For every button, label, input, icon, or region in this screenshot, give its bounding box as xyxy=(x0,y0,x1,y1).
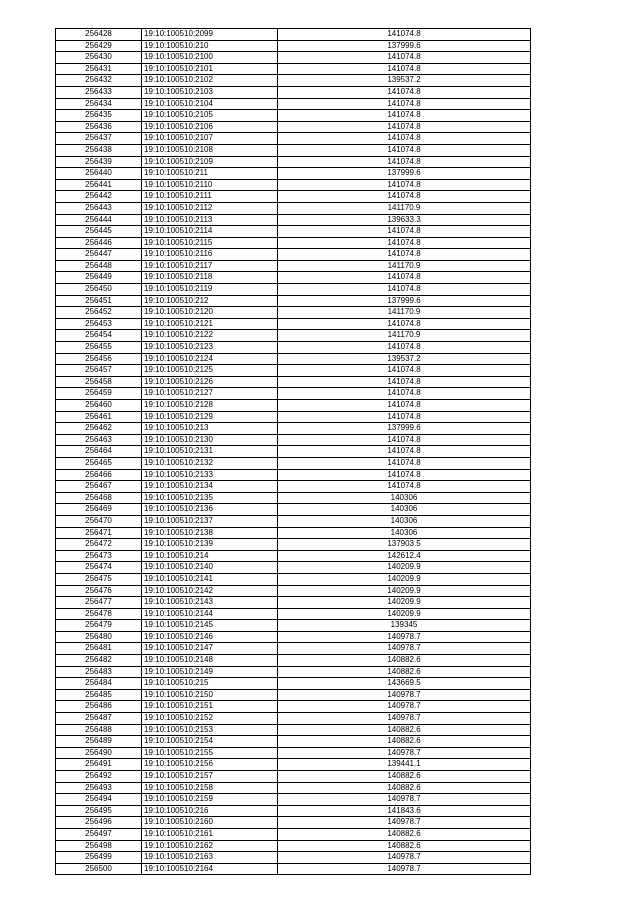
row-number-cell: 256496 xyxy=(56,817,142,829)
value-cell: 140882.6 xyxy=(278,736,531,748)
table-row xyxy=(56,631,531,643)
document-page xyxy=(55,28,531,875)
cadastral-number-cell: 19:10:100510:2108 xyxy=(142,144,278,156)
value-cell: 140978.7 xyxy=(278,852,531,864)
cadastral-number-cell: 19:10:100510:2148 xyxy=(142,655,278,667)
cadastral-number-cell: 19:10:100510:2134 xyxy=(142,481,278,493)
row-number-cell: 256463 xyxy=(56,434,142,446)
value-cell: 140978.7 xyxy=(278,747,531,759)
cadastral-number-cell: 19:10:100510:2122 xyxy=(142,330,278,342)
cadastral-number-cell: 19:10:100510:2152 xyxy=(142,713,278,725)
value-cell: 140306 xyxy=(278,492,531,504)
row-number-cell: 256458 xyxy=(56,376,142,388)
table-row xyxy=(56,110,531,122)
value-cell: 141074.8 xyxy=(278,121,531,133)
value-cell: 137999.6 xyxy=(278,423,531,435)
value-cell: 141074.8 xyxy=(278,284,531,296)
cadastral-number-cell: 19:10:100510:2164 xyxy=(142,863,278,875)
value-cell: 140978.7 xyxy=(278,794,531,806)
table-row xyxy=(56,573,531,585)
value-cell: 141074.8 xyxy=(278,388,531,400)
row-number-cell: 256437 xyxy=(56,133,142,145)
value-cell: 140978.7 xyxy=(278,643,531,655)
cadastral-number-cell: 19:10:100510:2104 xyxy=(142,98,278,110)
value-cell: 141074.8 xyxy=(278,481,531,493)
cadastral-number-cell: 19:10:100510:2100 xyxy=(142,52,278,64)
row-number-cell: 256471 xyxy=(56,527,142,539)
cadastral-number-cell: 19:10:100510:2151 xyxy=(142,701,278,713)
value-cell: 139537.2 xyxy=(278,75,531,87)
table-row xyxy=(56,168,531,180)
value-cell: 137999.6 xyxy=(278,40,531,52)
value-cell: 140978.7 xyxy=(278,863,531,875)
row-number-cell: 256478 xyxy=(56,608,142,620)
value-cell: 140978.7 xyxy=(278,631,531,643)
table-row xyxy=(56,388,531,400)
cadastral-number-cell: 19:10:100510:2139 xyxy=(142,539,278,551)
row-number-cell: 256459 xyxy=(56,388,142,400)
row-number-cell: 256492 xyxy=(56,771,142,783)
table-row xyxy=(56,86,531,98)
table-row xyxy=(56,411,531,423)
value-cell: 140882.6 xyxy=(278,840,531,852)
cadastral-number-cell: 19:10:100510:2101 xyxy=(142,63,278,75)
table-body xyxy=(56,29,531,875)
cadastral-number-cell: 19:10:100510:213 xyxy=(142,423,278,435)
table-row xyxy=(56,133,531,145)
table-row xyxy=(56,63,531,75)
table-row xyxy=(56,655,531,667)
row-number-cell: 256447 xyxy=(56,249,142,261)
cadastral-number-cell: 19:10:100510:2126 xyxy=(142,376,278,388)
value-cell: 141074.8 xyxy=(278,144,531,156)
row-number-cell: 256470 xyxy=(56,515,142,527)
table-row xyxy=(56,295,531,307)
cadastral-number-cell: 19:10:100510:2117 xyxy=(142,260,278,272)
cadastral-number-cell: 19:10:100510:215 xyxy=(142,678,278,690)
table-row xyxy=(56,515,531,527)
row-number-cell: 256484 xyxy=(56,678,142,690)
row-number-cell: 256461 xyxy=(56,411,142,423)
table-row xyxy=(56,643,531,655)
row-number-cell: 256493 xyxy=(56,782,142,794)
cadastral-number-cell: 19:10:100510:2147 xyxy=(142,643,278,655)
value-cell: 141074.8 xyxy=(278,249,531,261)
table-row xyxy=(56,434,531,446)
table-row xyxy=(56,75,531,87)
row-number-cell: 256448 xyxy=(56,260,142,272)
cadastral-number-cell: 19:10:100510:2111 xyxy=(142,191,278,203)
table-row xyxy=(56,307,531,319)
table-row xyxy=(56,469,531,481)
table-row xyxy=(56,481,531,493)
cadastral-number-cell: 19:10:100510:2142 xyxy=(142,585,278,597)
cadastral-number-cell: 19:10:100510:212 xyxy=(142,295,278,307)
row-number-cell: 256489 xyxy=(56,736,142,748)
value-cell: 141074.8 xyxy=(278,133,531,145)
value-cell: 140882.6 xyxy=(278,724,531,736)
table-row xyxy=(56,840,531,852)
cadastral-number-cell: 19:10:100510:2143 xyxy=(142,597,278,609)
value-cell: 141074.8 xyxy=(278,272,531,284)
table-row xyxy=(56,759,531,771)
table-row xyxy=(56,144,531,156)
table-row xyxy=(56,237,531,249)
cadastral-number-cell: 19:10:100510:2161 xyxy=(142,828,278,840)
value-cell: 140882.6 xyxy=(278,771,531,783)
row-number-cell: 256485 xyxy=(56,689,142,701)
value-cell: 141074.8 xyxy=(278,457,531,469)
value-cell: 140209.9 xyxy=(278,585,531,597)
row-number-cell: 256482 xyxy=(56,655,142,667)
cadastral-number-cell: 19:10:100510:2109 xyxy=(142,156,278,168)
table-row xyxy=(56,689,531,701)
value-cell: 141170.9 xyxy=(278,330,531,342)
value-cell: 141074.8 xyxy=(278,365,531,377)
cadastral-number-cell: 19:10:100510:2137 xyxy=(142,515,278,527)
row-number-cell: 256486 xyxy=(56,701,142,713)
row-number-cell: 256457 xyxy=(56,365,142,377)
cadastral-number-cell: 19:10:100510:2130 xyxy=(142,434,278,446)
cadastral-number-cell: 19:10:100510:2156 xyxy=(142,759,278,771)
cadastral-number-cell: 19:10:100510:210 xyxy=(142,40,278,52)
table-row xyxy=(56,666,531,678)
table-row xyxy=(56,771,531,783)
table-row xyxy=(56,585,531,597)
table-row xyxy=(56,342,531,354)
row-number-cell: 256433 xyxy=(56,86,142,98)
row-number-cell: 256497 xyxy=(56,828,142,840)
value-cell: 140209.9 xyxy=(278,597,531,609)
cadastral-number-cell: 19:10:100510:2103 xyxy=(142,86,278,98)
table-row xyxy=(56,504,531,516)
cadastral-number-cell: 19:10:100510:2107 xyxy=(142,133,278,145)
row-number-cell: 256446 xyxy=(56,237,142,249)
table-row xyxy=(56,40,531,52)
row-number-cell: 256429 xyxy=(56,40,142,52)
row-number-cell: 256452 xyxy=(56,307,142,319)
row-number-cell: 256438 xyxy=(56,144,142,156)
table-row xyxy=(56,260,531,272)
row-number-cell: 256443 xyxy=(56,202,142,214)
row-number-cell: 256455 xyxy=(56,342,142,354)
cadastral-number-cell: 19:10:100510:2112 xyxy=(142,202,278,214)
row-number-cell: 256488 xyxy=(56,724,142,736)
value-cell: 140882.6 xyxy=(278,655,531,667)
cadastral-number-cell: 19:10:100510:2140 xyxy=(142,562,278,574)
cadastral-number-cell: 19:10:100510:2124 xyxy=(142,353,278,365)
row-number-cell: 256453 xyxy=(56,318,142,330)
row-number-cell: 256441 xyxy=(56,179,142,191)
table-row xyxy=(56,539,531,551)
table-row xyxy=(56,782,531,794)
cadastral-number-cell: 19:10:100510:2163 xyxy=(142,852,278,864)
value-cell: 141074.8 xyxy=(278,376,531,388)
table-row xyxy=(56,550,531,562)
row-number-cell: 256464 xyxy=(56,446,142,458)
table-row xyxy=(56,736,531,748)
cadastral-number-cell: 19:10:100510:2160 xyxy=(142,817,278,829)
table-row xyxy=(56,365,531,377)
value-cell: 140306 xyxy=(278,527,531,539)
value-cell: 140978.7 xyxy=(278,689,531,701)
table-row xyxy=(56,353,531,365)
cadastral-number-cell: 19:10:100510:2102 xyxy=(142,75,278,87)
cadastral-number-cell: 19:10:100510:2121 xyxy=(142,318,278,330)
cadastral-number-cell: 19:10:100510:2138 xyxy=(142,527,278,539)
value-cell: 140306 xyxy=(278,515,531,527)
cadastral-number-cell: 19:10:100510:2113 xyxy=(142,214,278,226)
value-cell: 142612.4 xyxy=(278,550,531,562)
value-cell: 141074.8 xyxy=(278,226,531,238)
table-row xyxy=(56,284,531,296)
table-row xyxy=(56,852,531,864)
value-cell: 140978.7 xyxy=(278,713,531,725)
row-number-cell: 256466 xyxy=(56,469,142,481)
value-cell: 140882.6 xyxy=(278,666,531,678)
cadastral-number-cell: 19:10:100510:2135 xyxy=(142,492,278,504)
value-cell: 139537.2 xyxy=(278,353,531,365)
cadastral-number-cell: 19:10:100510:2120 xyxy=(142,307,278,319)
value-cell: 141074.8 xyxy=(278,411,531,423)
table-row xyxy=(56,423,531,435)
row-number-cell: 256490 xyxy=(56,747,142,759)
value-cell: 141074.8 xyxy=(278,98,531,110)
row-number-cell: 256439 xyxy=(56,156,142,168)
value-cell: 140209.9 xyxy=(278,562,531,574)
value-cell: 141074.8 xyxy=(278,156,531,168)
value-cell: 139345 xyxy=(278,620,531,632)
table-row xyxy=(56,249,531,261)
row-number-cell: 256491 xyxy=(56,759,142,771)
row-number-cell: 256476 xyxy=(56,585,142,597)
value-cell: 141074.8 xyxy=(278,63,531,75)
table-row xyxy=(56,156,531,168)
row-number-cell: 256442 xyxy=(56,191,142,203)
table-row xyxy=(56,272,531,284)
cadastral-number-cell: 19:10:100510:2154 xyxy=(142,736,278,748)
value-cell: 137903.5 xyxy=(278,539,531,551)
table-row xyxy=(56,608,531,620)
row-number-cell: 256431 xyxy=(56,63,142,75)
value-cell: 141170.9 xyxy=(278,307,531,319)
cadastral-number-cell: 19:10:100510:2136 xyxy=(142,504,278,516)
row-number-cell: 256494 xyxy=(56,794,142,806)
table-row xyxy=(56,376,531,388)
cadastral-number-cell: 19:10:100510:2150 xyxy=(142,689,278,701)
table-row xyxy=(56,713,531,725)
table-row xyxy=(56,747,531,759)
table-row xyxy=(56,330,531,342)
cadastral-number-cell: 19:10:100510:2114 xyxy=(142,226,278,238)
table-row xyxy=(56,805,531,817)
cadastral-number-cell: 19:10:100510:2158 xyxy=(142,782,278,794)
table-row xyxy=(56,318,531,330)
cadastral-number-cell: 19:10:100510:2153 xyxy=(142,724,278,736)
table-row xyxy=(56,701,531,713)
row-number-cell: 256468 xyxy=(56,492,142,504)
value-cell: 141074.8 xyxy=(278,86,531,98)
row-number-cell: 256445 xyxy=(56,226,142,238)
cadastral-number-cell: 19:10:100510:216 xyxy=(142,805,278,817)
value-cell: 141074.8 xyxy=(278,446,531,458)
row-number-cell: 256500 xyxy=(56,863,142,875)
cadastral-number-cell: 19:10:100510:2157 xyxy=(142,771,278,783)
value-cell: 141074.8 xyxy=(278,179,531,191)
table-row xyxy=(56,817,531,829)
value-cell: 141170.9 xyxy=(278,260,531,272)
row-number-cell: 256487 xyxy=(56,713,142,725)
table-row xyxy=(56,794,531,806)
table-row xyxy=(56,191,531,203)
row-number-cell: 256440 xyxy=(56,168,142,180)
row-number-cell: 256469 xyxy=(56,504,142,516)
value-cell: 137999.6 xyxy=(278,295,531,307)
row-number-cell: 256444 xyxy=(56,214,142,226)
value-cell: 140978.7 xyxy=(278,701,531,713)
cadastral-number-cell: 19:10:100510:2123 xyxy=(142,342,278,354)
row-number-cell: 256474 xyxy=(56,562,142,574)
cadastral-number-cell: 19:10:100510:2128 xyxy=(142,400,278,412)
table-row xyxy=(56,202,531,214)
table-row xyxy=(56,492,531,504)
table-row xyxy=(56,214,531,226)
cadastral-number-cell: 19:10:100510:2155 xyxy=(142,747,278,759)
table-row xyxy=(56,597,531,609)
cadastral-number-cell: 19:10:100510:2145 xyxy=(142,620,278,632)
value-cell: 137999.6 xyxy=(278,168,531,180)
cadastral-number-cell: 19:10:100510:2129 xyxy=(142,411,278,423)
value-cell: 143669.5 xyxy=(278,678,531,690)
value-cell: 141074.8 xyxy=(278,237,531,249)
row-number-cell: 256454 xyxy=(56,330,142,342)
cadastral-number-cell: 19:10:100510:2159 xyxy=(142,794,278,806)
cadastral-number-cell: 19:10:100510:2162 xyxy=(142,840,278,852)
table-row xyxy=(56,226,531,238)
table-row xyxy=(56,446,531,458)
value-cell: 141074.8 xyxy=(278,469,531,481)
cadastral-number-cell: 19:10:100510:2118 xyxy=(142,272,278,284)
row-number-cell: 256460 xyxy=(56,400,142,412)
value-cell: 141074.8 xyxy=(278,52,531,64)
row-number-cell: 256465 xyxy=(56,457,142,469)
table-row xyxy=(56,724,531,736)
cadastral-number-cell: 19:10:100510:2116 xyxy=(142,249,278,261)
value-cell: 141074.8 xyxy=(278,110,531,122)
table-row xyxy=(56,527,531,539)
table-row xyxy=(56,457,531,469)
row-number-cell: 256428 xyxy=(56,29,142,41)
table-row xyxy=(56,678,531,690)
cadastral-number-cell: 19:10:100510:2141 xyxy=(142,573,278,585)
row-number-cell: 256481 xyxy=(56,643,142,655)
cadastral-number-cell: 19:10:100510:2144 xyxy=(142,608,278,620)
cadastral-number-cell: 19:10:100510:2119 xyxy=(142,284,278,296)
row-number-cell: 256432 xyxy=(56,75,142,87)
table-row xyxy=(56,52,531,64)
value-cell: 141074.8 xyxy=(278,400,531,412)
row-number-cell: 256450 xyxy=(56,284,142,296)
value-cell: 141170.9 xyxy=(278,202,531,214)
cadastral-number-cell: 19:10:100510:2110 xyxy=(142,179,278,191)
row-number-cell: 256434 xyxy=(56,98,142,110)
row-number-cell: 256479 xyxy=(56,620,142,632)
value-cell: 140882.6 xyxy=(278,782,531,794)
value-cell: 141074.8 xyxy=(278,342,531,354)
table-row xyxy=(56,562,531,574)
value-cell: 140306 xyxy=(278,504,531,516)
row-number-cell: 256495 xyxy=(56,805,142,817)
row-number-cell: 256472 xyxy=(56,539,142,551)
row-number-cell: 256477 xyxy=(56,597,142,609)
value-cell: 139441.1 xyxy=(278,759,531,771)
table-row xyxy=(56,828,531,840)
cadastral-number-cell: 19:10:100510:2106 xyxy=(142,121,278,133)
row-number-cell: 256435 xyxy=(56,110,142,122)
table-row xyxy=(56,98,531,110)
table-row xyxy=(56,121,531,133)
row-number-cell: 256499 xyxy=(56,852,142,864)
row-number-cell: 256480 xyxy=(56,631,142,643)
row-number-cell: 256467 xyxy=(56,481,142,493)
cadastral-number-cell: 19:10:100510:2132 xyxy=(142,457,278,469)
table-row xyxy=(56,863,531,875)
value-cell: 141074.8 xyxy=(278,29,531,41)
row-number-cell: 256498 xyxy=(56,840,142,852)
row-number-cell: 256449 xyxy=(56,272,142,284)
row-number-cell: 256430 xyxy=(56,52,142,64)
table-row xyxy=(56,179,531,191)
cadastral-number-cell: 19:10:100510:2125 xyxy=(142,365,278,377)
row-number-cell: 256483 xyxy=(56,666,142,678)
value-cell: 141074.8 xyxy=(278,318,531,330)
value-cell: 140209.9 xyxy=(278,608,531,620)
cadastral-number-cell: 19:10:100510:2146 xyxy=(142,631,278,643)
row-number-cell: 256475 xyxy=(56,573,142,585)
cadastral-number-cell: 19:10:100510:211 xyxy=(142,168,278,180)
value-cell: 141843.6 xyxy=(278,805,531,817)
table-row xyxy=(56,29,531,41)
value-cell: 141074.8 xyxy=(278,434,531,446)
cadastral-number-cell: 19:10:100510:2133 xyxy=(142,469,278,481)
table-row xyxy=(56,400,531,412)
cadastral-number-cell: 19:10:100510:2131 xyxy=(142,446,278,458)
row-number-cell: 256436 xyxy=(56,121,142,133)
value-cell: 140978.7 xyxy=(278,817,531,829)
cadastral-number-cell: 19:10:100510:214 xyxy=(142,550,278,562)
value-cell: 141074.8 xyxy=(278,191,531,203)
cadastral-number-cell: 19:10:100510:2115 xyxy=(142,237,278,249)
cadastral-number-cell: 19:10:100510:2149 xyxy=(142,666,278,678)
cadastral-number-cell: 19:10:100510:2127 xyxy=(142,388,278,400)
data-table xyxy=(55,28,531,875)
value-cell: 140209.9 xyxy=(278,573,531,585)
row-number-cell: 256451 xyxy=(56,295,142,307)
row-number-cell: 256456 xyxy=(56,353,142,365)
table-row xyxy=(56,620,531,632)
cadastral-number-cell: 19:10:100510:2105 xyxy=(142,110,278,122)
row-number-cell: 256473 xyxy=(56,550,142,562)
cadastral-number-cell: 19:10:100510:2099 xyxy=(142,29,278,41)
value-cell: 139633.3 xyxy=(278,214,531,226)
value-cell: 140882.6 xyxy=(278,828,531,840)
row-number-cell: 256462 xyxy=(56,423,142,435)
